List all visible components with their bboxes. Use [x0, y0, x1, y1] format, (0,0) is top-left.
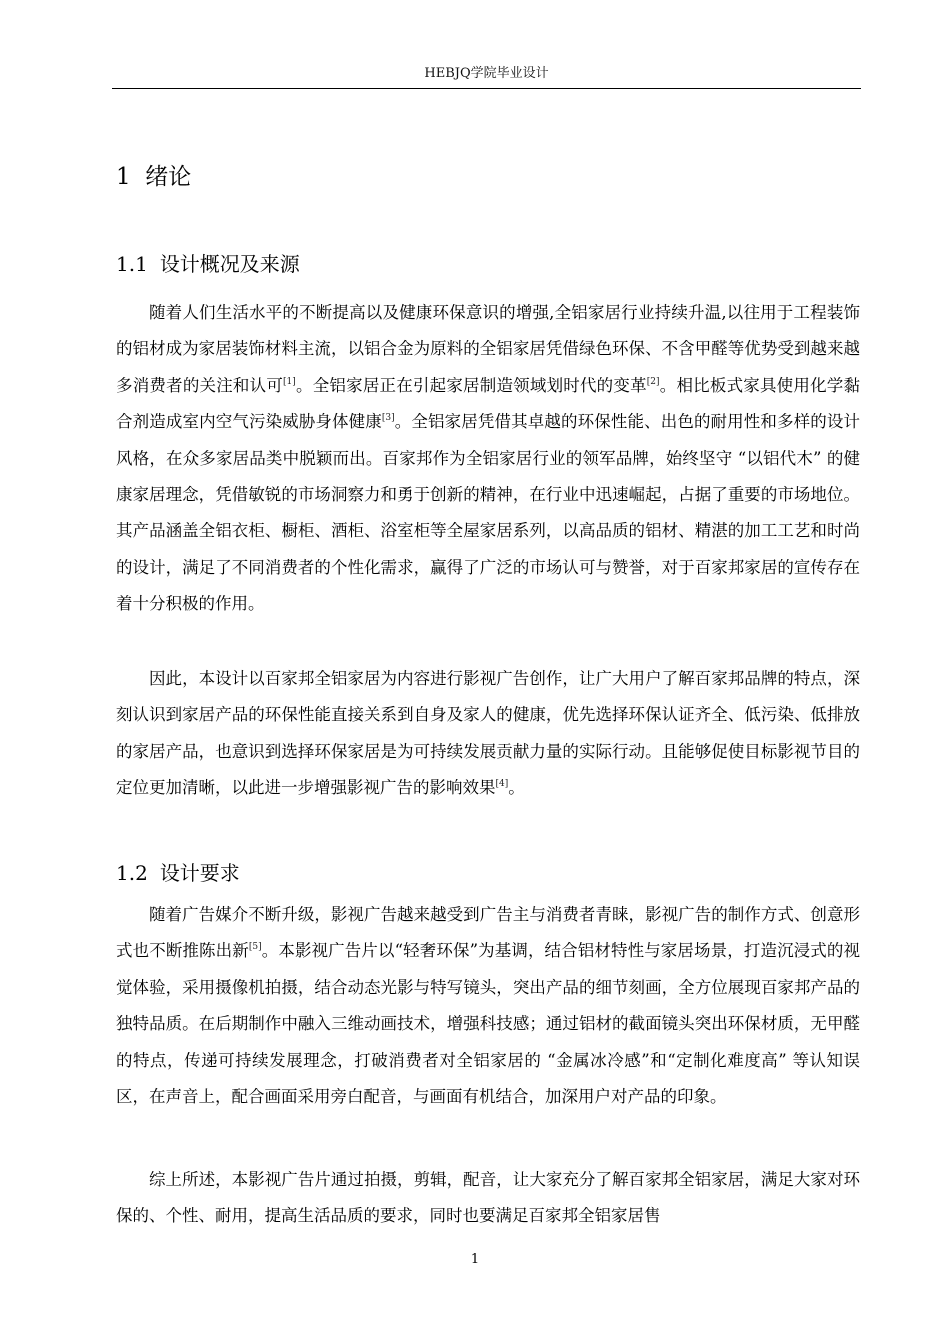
paragraph-text: 。全铝家居凭借其卓越的环保性能、出色的耐用性和多样的设计风格，在众多家居品类中脱颖而出。百家邦作为全铝家居行业的领军品牌，始终坚守 “以铝代木” 的健康家居理念，凭借敏锐的市场洞察力和勇于创新的精神，在行业中迅速崛起，占据了重要的市场地位。其产品涵盖全铝衣柜、橱柜、酒柜、浴室柜等全屋家居系列，以高品质的铝材、精湛的加工工艺和时尚的设计，满足了不同消费者的个性化需求，赢得了广泛的市场认可与赞誉，对于百家邦家居的宣传存在着十分积极的作用。: [116, 412, 861, 614]
section-title-1-1: [116, 251, 300, 277]
header-divider: [112, 88, 861, 89]
paragraph-text: 随着广告媒介不断升级，影视广告越来越受到广告主与消费者青睐，影视广告的制作方式、创意形式也不断推陈出新: [116, 905, 860, 961]
paragraph-2: [116, 661, 860, 807]
page-number: 1: [470, 1252, 480, 1267]
section-number: 1.2: [116, 861, 148, 885]
chapter-number: 1: [116, 164, 131, 190]
paragraph-1: [116, 295, 860, 623]
paragraph-text: 随着人们生活水平的不断提高以及健康环保意识的增强,全铝家居行业持续升温,以往用于工程装饰的铝材成为家居装饰材料主流，以铝合金为原料的全铝家居凭借绿色环保、不含甲醛等优势受到越来越多消费者的关注和认可: [116, 303, 860, 395]
chapter-title-text: 绪论: [145, 164, 192, 190]
citation-ref: [4]: [495, 779, 509, 790]
section-title-1-2: [116, 860, 240, 886]
paragraph-text: 。相比板式家具使用化学黏合剂造成室内空气污染威胁身体健康: [116, 375, 861, 432]
section-title-text: 设计概况及来源: [159, 252, 300, 276]
page-header: HEBJQ学院毕业设计: [424, 66, 549, 81]
citation-ref: [3]: [381, 413, 395, 424]
paragraph-3: [116, 897, 860, 1115]
paragraph-text: 。: [508, 778, 525, 798]
chapter-title: [116, 162, 191, 192]
paragraph-text: 。全铝家居正在引起家居制造领域划时代的变革: [295, 375, 647, 395]
citation-ref: [5]: [248, 942, 262, 953]
paragraph-4: [116, 1162, 860, 1235]
paragraph-text: 。本影视广告片以“轻奢环保”为基调，结合铝材特性与家居场景，打造沉浸式的视觉体验，采用摄像机拍摄，结合动态光影与特写镜头，突出产品的细节刻画，全方位展现百家邦产品的独特品质。在后期制作中融入三维动画技术，增强科技感；通过铝材的截面镜头突出环保材质，无甲醛的特点，传递可持续发展理念，打破消费者对全铝家居的 “金属冰冷感”和“定制化难度高” 等认知误区，在声音上，配合画面采用旁白配音，与画面有机结合，加深用户对产品的印象。: [116, 941, 861, 1107]
section-number: 1.1: [116, 252, 148, 276]
paragraph-text: 综上所述，本影视广告片通过拍摄，剪辑，配音，让大家充分了解百家邦全铝家居，满足大家对环保的、个性、耐用，提高生活品质的要求，同时也要满足百家邦全铝家居售: [116, 1170, 860, 1226]
citation-ref: [2]: [646, 376, 660, 387]
paragraph-text: 因此，本设计以百家邦全铝家居为内容进行影视广告创作，让广大用户了解百家邦品牌的特点，深刻认识到家居产品的环保性能直接关系到自身及家人的健康，优先选择环保认证齐全、低污染、低排放的家居产品，也意识到选择环保家居是为可持续发展贡献力量的实际行动。且能够促使目标影视节目的定位更加清晰，以此进一步增强影视广告的影响效果: [116, 669, 860, 798]
section-title-text: 设计要求: [159, 861, 240, 885]
citation-ref: [1]: [283, 376, 296, 387]
